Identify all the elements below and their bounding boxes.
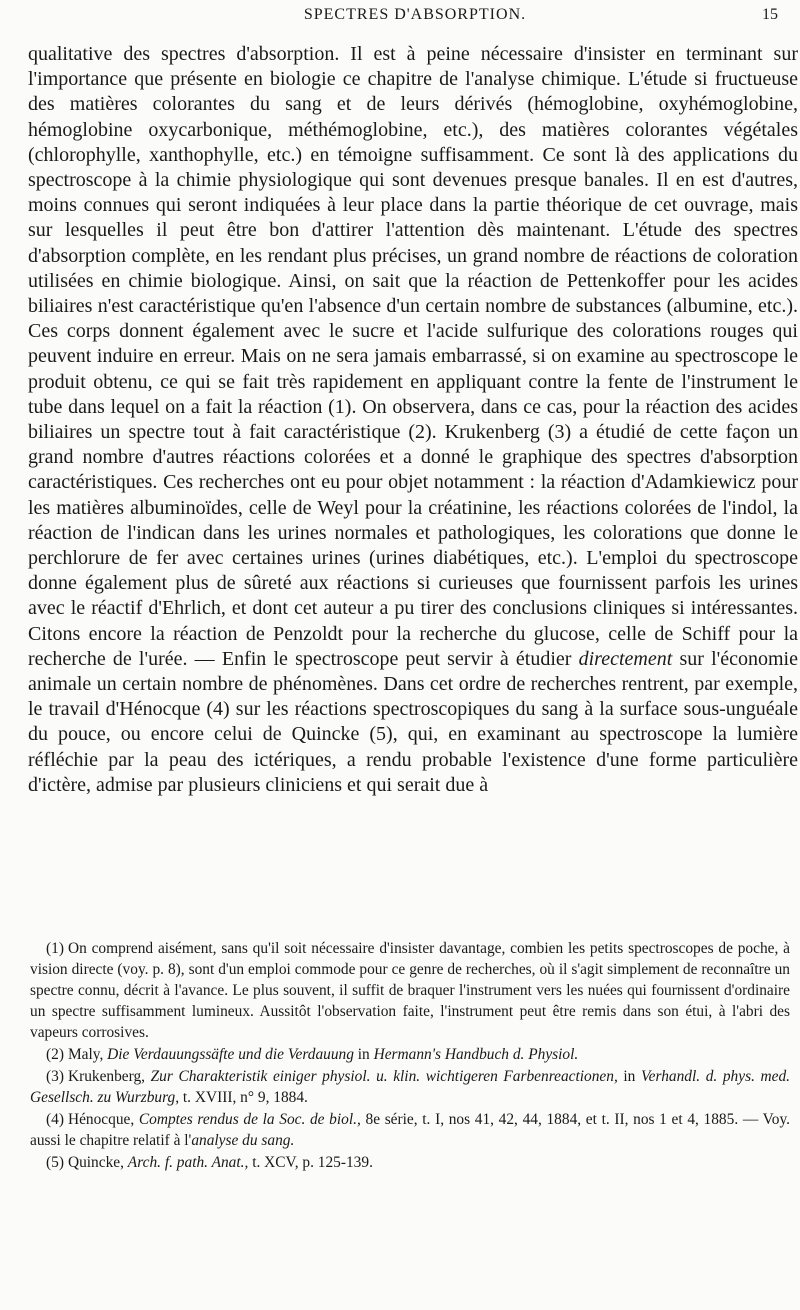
footnote-reference: 8e série, t. I, nos 41, 42, 44, 1884, et t. II, nos 1 et 4, 1885. — Voy. aussi le chapitre relatif à l' [30,1111,790,1149]
body-paragraph [28,42,798,798]
footnote-author: Maly, [67,1046,108,1063]
footnote-connector: in [353,1046,374,1063]
footnote-source: Comptes rendus de la Soc. de biol., [138,1111,361,1128]
footnote-2 [30,1044,790,1065]
footnote-1 [30,938,790,1043]
footnote-number: (4) [46,1111,64,1128]
running-head: SPECTRES D'ABSORPTION. [303,6,527,23]
footnote-number: (2) [46,1046,64,1063]
footnote-source: Verhandl. d. phys. med. Gesellsch. zu Wurzburg, [30,1068,790,1106]
body-text-part-2: sur l'économie animale un certain nombre de phénomènes. Dans cet ordre de recherches rentrent, par exemple, le travail d'Hénocque (4) sur les réactions spectroscopiques du sang à la surface sous-unguéale du pouce, ou encore celui de Quincke (5), qui, en examinant au spectroscope la lumière réfléchie par la peau des ictériques, a rendu probable l'existence d'une forme particulière d'ictère, admise par plusieurs cliniciens et qui serait due à [28,647,798,796]
footnote-number: (3) [46,1068,64,1085]
footnote-5 [30,1152,790,1173]
footnote-connector: in [617,1068,641,1085]
footnote-reference: t. XVIII, n° 9, 1884. [179,1089,308,1106]
footnote-text: On comprend aisément, sans qu'il soit nécessaire d'insister davantage, combien les petits spectroscopes de poche, à vision directe (voy. p. 8), sont d'un emploi commode pour ce genre de recherches, où il s'agit simplement de reconnaître un spectre connu, décrit à l'avance. Le plus souvent, il suffit de braquer l'instrument vers les nuées qui fournissent d'ordinaire un spectre suffisamment lumineux. Aussitôt l'observation faite, l'instrument peut être remis dans son étui, à l'abri des vapeurs corrosives. [30,940,790,1041]
footnote-number: (5) [46,1154,64,1171]
footnote-number: (1) [46,940,64,957]
footnote-title: Die Verdauungssäfte und die Verdauung [107,1046,354,1063]
footnote-chapter: analyse du sang. [191,1132,295,1149]
footnote-4 [30,1109,790,1151]
body-text [28,42,798,798]
page-number: 15 [762,6,778,23]
footnote-source: Hermann's Handbuch d. Physiol. [373,1046,579,1063]
body-emphasis: directement [578,647,673,670]
footnote-author: Hénocque, [67,1111,139,1128]
body-text-part-1: qualitative des spectres d'absorption. Il est à peine nécessaire d'insister en terminant sur l'importance que présente en biologie ce chapitre de l'analyse chimique. L'étude si fructueuse des matières colorantes du sang et de leurs dérivés (hémoglobine, oxyhémoglobine, hémoglobine oxycarbonique, méthémoglobine, etc.), des matières colorantes végétales (chlorophylle, xanthophylle, etc.) en témoigne suffisamment. Ce sont là des applications du spectroscope à la chimie physiologique qui sont devenues presque banales. Il en est d'autres, moins connues qui seront indiquées à leur place dans la partie théorique de cet ouvrage, mais sur lesquelles il peut être bon d'attirer l'attention dès maintenant. L'étude des spectres d'absorption complète, en les rendant plus précises, un grand nombre de réactions de coloration utilisées en chimie biologique. Ainsi, on sait que la réaction de Pettenkoffer pour les acides biliaires n'est caractéristique qu'en l'absence d'un certain nombre de substances (albumine, etc.). Ces corps donnent également avec le sucre et l'acide sulfurique des colorations rouges qui peuvent induire en erreur. Mais on ne sera jamais embarrassé, si on examine au spectroscope le produit obtenu, ce qui se fait très rapidement en appliquant contre la fente de l'instrument le tube dans lequel on a fait la réaction (1). On observera, dans ce cas, pour la réaction des acides biliaires un spectre tout à fait caractéristique (2). Krukenberg (3) a étudié de cette façon un grand nombre d'autres réactions colorées et a donné le graphique des spectres d'absorption caractéristiques. Ces recherches ont eu pour objet notamment : la réaction d'Adamkiewicz pour les matières albuminoïdes, celle de Weyl pour la créatinine, les réactions colorées de l'indol, la réaction de l'indican dans les urines normales et pathologiques, les colorations que donne le perchlorure de fer avec certaines urines (urines diabétiques, etc.). L'emploi du spectroscope donne également plus de sûreté aux réactions si curieuses que fournissent parfois les urines avec le réactif d'Ehrlich, et dont cet auteur a pu tirer des conclusions cliniques si intéressantes. Citons encore la réaction de Penzoldt pour la recherche du glucose, celle de Schiff pour la recherche de l'urée. — Enfin le spectroscope peut servir à étudier [28,43,798,670]
page-header [30,6,800,30]
footnote-author: Krukenberg, [67,1068,151,1085]
footnote-3 [30,1066,790,1108]
footnote-title: Zur Charakteristik einiger physiol. u. klin. wichtigeren Farbenreactionen, [150,1068,618,1085]
footnotes [30,938,790,1174]
footnote-author: Quincke, [67,1154,128,1171]
footnote-reference: t. XCV, p. 125-139. [248,1154,373,1171]
footnote-source: Arch. f. path. Anat., [127,1154,249,1171]
